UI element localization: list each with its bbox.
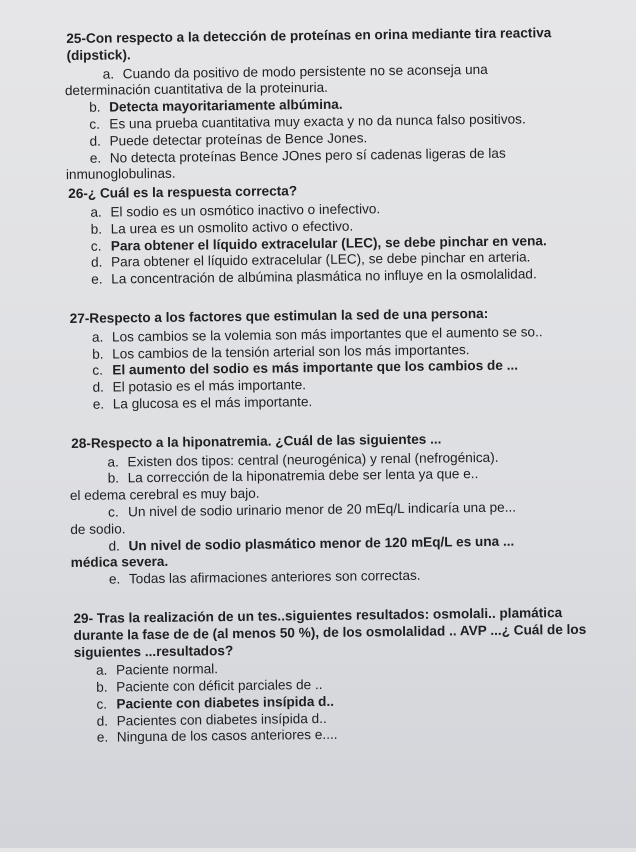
option-continuation: determinación cuantitativa de la proteinuria. bbox=[64, 80, 328, 99]
option-text: Los cambios se la volemia son más importantes que el aumento se so.. bbox=[111, 324, 543, 345]
option-letter: b. bbox=[92, 346, 104, 362]
option-letter: d. bbox=[108, 537, 120, 554]
question-27 bbox=[70, 304, 607, 413]
option-letter: a. bbox=[90, 204, 102, 220]
question-title: 26-¿ Cuál es la respuesta correcta? bbox=[68, 183, 298, 202]
option-letter: e. bbox=[96, 730, 109, 746]
option-letter: e. bbox=[89, 150, 102, 166]
option-letter: c. bbox=[90, 238, 102, 254]
option-letter: d. bbox=[96, 713, 109, 729]
option-text: Paciente con déficit parciales de .. bbox=[116, 677, 323, 695]
option-text: El sodio es un osmótico inactivo o inefectivo. bbox=[110, 201, 381, 220]
option-text: Paciente con diabetes insípida d.. bbox=[116, 693, 335, 712]
question-26 bbox=[68, 180, 605, 289]
option-text: Paciente normal. bbox=[115, 661, 219, 678]
option-letter: d. bbox=[89, 133, 101, 149]
option-text: No detecta proteínas Bence JOnes pero sí cadenas ligeras de las bbox=[109, 145, 506, 166]
option-text: La concentración de albúmina plasmática no influye en la osmolalidad. bbox=[111, 266, 537, 287]
option-text: El potasio es el más importante. bbox=[112, 377, 307, 395]
option-text: Detecta mayoritariamente albúmina. bbox=[109, 96, 343, 115]
option-letter: b. bbox=[90, 221, 103, 237]
option-text: Un nivel de sodio plasmático menor de 120 mEq/L es una ... bbox=[128, 533, 515, 553]
option-letter: c. bbox=[96, 696, 108, 712]
option-text: Para obtener el líquido extracelular (LEC), se debe pinchar en vena. bbox=[110, 232, 547, 254]
option-letter: b. bbox=[96, 679, 108, 695]
question-25 bbox=[66, 25, 604, 185]
option-continuation: médica severa. bbox=[70, 554, 169, 571]
question-28 bbox=[71, 429, 609, 589]
option-text: Los cambios de la tensión arterial son los más importantes. bbox=[112, 341, 470, 362]
question-title: 28-Respecto a la hiponatremia. ¿Cuál de las siguientes ... bbox=[71, 431, 442, 451]
option-letter: b. bbox=[89, 99, 101, 115]
option-letter: d. bbox=[92, 379, 105, 395]
option-letter: a. bbox=[95, 662, 108, 679]
option-letter: b. bbox=[107, 470, 120, 486]
option-text: Puede detectar proteínas de Bence Jones. bbox=[109, 130, 368, 149]
option-letter: a. bbox=[102, 66, 115, 82]
option-letter: a. bbox=[91, 329, 104, 345]
option-text: La corrección de la hiponatremia debe ser lenta ya que e.. bbox=[127, 466, 479, 486]
option-letter: e. bbox=[91, 271, 103, 287]
option-letter: c. bbox=[92, 362, 104, 379]
option-text: Un nivel de sodio urinario menor de 20 mEq/L indicaría una pe... bbox=[128, 499, 517, 520]
option-text: Es una prueba cuantitativa muy exacta y no da nunca falso positivos. bbox=[109, 111, 526, 132]
option-text: Todas las afirmaciones anteriores son correctas. bbox=[128, 567, 421, 587]
option-letter: e. bbox=[108, 571, 121, 587]
option-letter: c. bbox=[108, 504, 119, 520]
question-title: 25-Con respecto a la detección de proteínas en orina mediante tira reactiva (dipstick). bbox=[66, 25, 552, 63]
option-continuation: inmunoglobulinas. bbox=[65, 166, 176, 183]
option-letter: e. bbox=[92, 396, 105, 412]
option-text: Existen dos tipos: central (neurogénica) y renal (nefrogénica). bbox=[127, 449, 499, 469]
option-text: El aumento del sodio es más importante que los cambios de ... bbox=[112, 357, 519, 378]
option-letter: a. bbox=[107, 453, 119, 470]
question-title: 27-Respecto a los factores que estimulan la sed de una persona: bbox=[69, 305, 489, 326]
option-text: Ninguna de los casos anteriores e.... bbox=[116, 727, 338, 745]
option-letter: c. bbox=[89, 116, 101, 132]
option-text: La urea es un osmolito activo o efectivo. bbox=[110, 218, 354, 237]
option-continuation: el edema cerebral es muy bajo. bbox=[69, 485, 260, 504]
option-text: Pacientes con diabetes insípida d.. bbox=[116, 710, 327, 729]
question-title: 29- Tras la realización de un tes..siguientes resultados: osmolali.. plamática durante la fase de de (al menos 50 %), de los osmolalidad .. AVP ...¿ Cuál de los siguientes ...resultados? bbox=[73, 604, 587, 660]
option-text: Para obtener el líquido extracelular (LEC), se debe pinchar en arteria. bbox=[110, 249, 531, 270]
option-letter: d. bbox=[90, 254, 103, 271]
option-continuation: de sodio. bbox=[70, 521, 126, 537]
option-text: Cuando da positivo de modo persistente no se aconseja una bbox=[122, 61, 488, 81]
question-29 bbox=[73, 604, 611, 747]
option-text: La glucosa es el más importante. bbox=[112, 394, 313, 412]
